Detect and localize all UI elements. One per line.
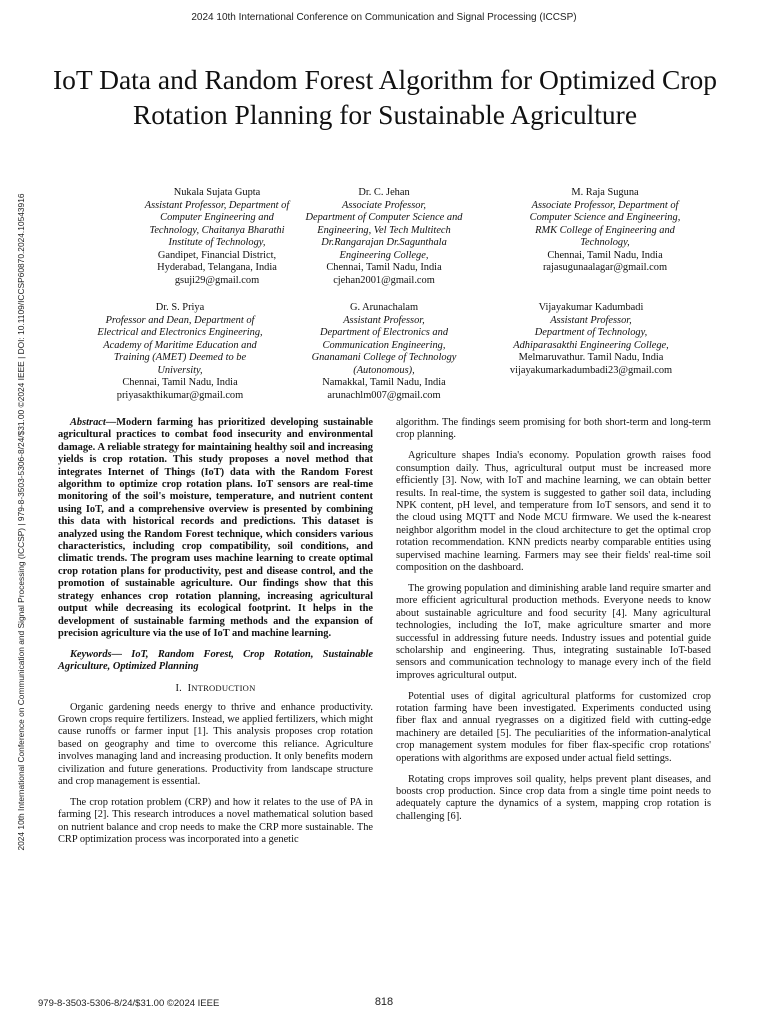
- author-affiliation-line: Gandipet, Financial District,: [157, 249, 277, 261]
- author-affiliation-line: Department of Electronics and: [319, 327, 449, 338]
- author-affiliation-line: RMK College of Engineering and: [535, 224, 675, 236]
- author-affiliation-line: Adhiparasakthi Engineering College,: [513, 339, 669, 351]
- author-affiliation-line: Assistant Professor,: [550, 314, 632, 326]
- author-affiliation-line: Chennai, Tamil Nadu, India: [547, 249, 663, 261]
- body-paragraph: Rotating crops improves soil quality, helps prevent plant diseases, and boosts crop production. Since crop data from a single time point needs to adequately capture the dynamics of a system, mapping crop rotation is challenging [6].: [396, 773, 711, 822]
- body-paragraph: The growing population and diminishing arable land require smarter and more efficient agricultural production methods. Everyone needs to know about sustainable agriculture and food security [4]. Many agricultural technologies, including the IoT, make agriculture smarter and more successful in addressing future needs. Industry issues and potential guide scholarship and engineering. Thus, integrating sustainable IoT-based sensors and communication technology to manage every inch of the field improves agricultural output.: [396, 582, 711, 681]
- intro-paragraph: Organic gardening needs energy to thrive and enhance productivity. Grown crops require fertilizers. Instead, we applied fertilizers, which might cause runoffs or farmer input [1]. This analysis proposes crop rotation based on geography and time to overcome this reliance. Agriculture involves managing land and increasing production. It only benefits modern civilization and future generations. Productivity from landscape structure and crop management is essential.: [58, 701, 373, 787]
- author-affiliation-line: Chennai, Tamil Nadu, India: [326, 262, 442, 273]
- author-name: Nukala Sujata Gupta: [173, 187, 261, 198]
- author-affiliation-line: arunachlm007@gmail.com: [327, 389, 441, 401]
- author-block: [259, 187, 509, 287]
- keywords: Keywords— IoT, Random Forest, Crop Rotation, Sustainable Agriculture, Optimized Planning: [58, 648, 373, 673]
- author-affiliation-line: gsuji29@gmail.com: [174, 274, 260, 286]
- author-affiliation-line: Training (AMET) Deemed to be: [113, 352, 247, 363]
- author-affiliation-line: Associate Professor, Department of: [531, 199, 679, 211]
- intro-paragraph: The crop rotation problem (CRP) and how it relates to the use of PA in farming [2]. This research introduces a novel mathematical solution based on nutrient balance and crop needs to make the CRP more sustainable. The CRP optimization process was incorporated into a genetic: [58, 796, 373, 846]
- author-affiliation-line: Computer Engineering and: [160, 212, 274, 223]
- author-affiliation-line: Engineering, Vel Tech Multitech: [317, 224, 451, 236]
- right-column: [396, 417, 711, 832]
- author-affiliation-line: rajasugunaalagar@gmail.com: [542, 262, 668, 273]
- author-affiliation-line: Academy of Maritime Education and: [103, 339, 257, 351]
- author-affiliation-line: Technology,: [580, 237, 630, 248]
- author-affiliation-line: Computer Science and Engineering,: [529, 212, 681, 223]
- author-affiliation-line: vijayakumarkadumbadi23@gmail.com: [509, 364, 673, 376]
- abstract-lead: Abstract: [70, 417, 106, 428]
- author-affiliation-line: Melmaruvathur. Tamil Nadu, India: [518, 352, 664, 363]
- author-affiliation-line: Department of Technology,: [534, 327, 648, 338]
- side-margin-text: 2024 10th International Conference on Communication and Signal Processing (ICCSP) | 979-8-3503-5306-8/24/$31.00 ©2024 IEEE | DOI: 10.1109/ICCSP60870.2024.10543916: [16, 193, 26, 851]
- author-affiliation-line: Technology, Chaitanya Bharathi: [149, 224, 285, 236]
- author-affiliation-line: Engineering College,: [339, 249, 429, 261]
- page-number: 818: [374, 996, 394, 1008]
- author-affiliation-line: Electrical and Electronics Engineering,: [97, 327, 263, 338]
- author-affiliation-line: Dr.Rangarajan Dr.Sagunthala: [321, 237, 447, 248]
- author-affiliation-line: Assistant Professor, Department of: [144, 199, 290, 211]
- author-block: [480, 187, 730, 275]
- section-heading-introduction: I. INTRODUCTION: [175, 683, 256, 695]
- author-affiliation-line: cjehan2001@gmail.com: [333, 274, 435, 286]
- author-affiliation-line: Namakkal, Tamil Nadu, India: [322, 377, 446, 388]
- body-paragraph: Agriculture shapes India's economy. Population growth raises food consumption daily. Thus, agricultural output must be increased more efficiently [3]. Now, with IoT and machine learning, we can obtain better results. In real-time, the system is suggested to gather soil data, including NPK content, pH level, and temperature from IoT sensors, and send it to the cloud using MQTT and Node MCU firmware. We used the k-nearest neighbor algorithm model in the cloud architecture to get the optimal crop rotation recommendation. KNN predicts nearby comparable entities using supervised machine learning. Farmers may see their fields' real-time soil composition on the dashboard.: [396, 450, 711, 573]
- author-affiliation-line: Hyderabad, Telangana, India: [157, 262, 277, 273]
- author-name: G. Arunachalam: [349, 302, 419, 313]
- abstract-text: —Modern farming has prioritized developing sustainable agricultural practices to combat food insecurity and environmental damage. A reliable strategy for maintaining healthy soil and increasing yields is crop rotation. This study proposes a novel method that integrates Internet of Things (IoT) data with the Random Forest algorithm to optimize crop rotation plans. IoT sensors are real-time monitoring of the soil's moisture, temperature, and nutrient content using IoT, and a comprehensive overview is presented by combining this data with historical records and predictions. This dataset is analyzed using the Random Forest technique, which considers various characteristics, including crop compatibility, soil conditions, and climatic trends. The program uses machine learning to create optimal crop rotation plans for productivity, pest and disease control, and the promotion of sustainable agriculture. Our findings show that this strategy enhances crop rotation planning, increasing agricultural output while decreasing its ecological footprint. It helps in the development of sustainable farming methods and the expansion of precision agriculture via the use of IoT and machine learning.: [58, 417, 373, 639]
- author-name: Dr. C. Jehan: [358, 187, 410, 198]
- author-affiliation-line: Department of Computer Science and: [305, 212, 463, 223]
- footer-copyright: 979-8-3503-5306-8/24/$31.00 ©2024 IEEE: [38, 998, 220, 1009]
- author-name: Vijayakumar Kadumbadi: [538, 302, 644, 313]
- abstract: [58, 417, 373, 640]
- conference-header: 2024 10th International Conference on Communication and Signal Processing (ICCSP): [191, 12, 577, 23]
- author-affiliation-line: Chennai, Tamil Nadu, India: [122, 377, 238, 388]
- author-affiliation-line: Assistant Professor,: [343, 314, 425, 326]
- author-affiliation-line: Gnanamani College of Technology: [311, 352, 457, 363]
- author-affiliation-line: Professor and Dean, Department of: [105, 314, 255, 326]
- author-name: M. Raja Suguna: [571, 187, 639, 198]
- author-affiliation-line: Institute of Technology,: [168, 237, 266, 248]
- continued-paragraph: algorithm. The findings seem promising for both short-term and long-term crop planning.: [396, 417, 711, 441]
- author-block: [466, 302, 716, 377]
- body-paragraph: Potential uses of digital agricultural platforms for customized crop rotation farming have been investigated. Experiments conducted using fiber flax and annual ryegrasses on a digitized field with cutting-edge machinery are detailed [5]. The peculiarities of the information-analytical crop management system modules for fiber flax-specific crop rotations' operations with algorithms are exposed under actual field settings.: [396, 690, 711, 764]
- paper-title: IoT Data and Random Forest Algorithm for Optimized Crop Rotation Planning for Sustainable Agriculture: [53, 64, 717, 130]
- author-affiliation-line: Communication Engineering,: [322, 339, 446, 351]
- author-affiliation-line: Associate Professor,: [342, 199, 426, 211]
- left-column: [58, 417, 373, 855]
- author-affiliation-line: University,: [157, 364, 203, 376]
- author-name: Dr. S. Priya: [155, 302, 205, 313]
- author-affiliation-line: (Autonomous),: [353, 364, 415, 376]
- author-affiliation-line: priyasakthikumar@gmail.com: [116, 389, 244, 401]
